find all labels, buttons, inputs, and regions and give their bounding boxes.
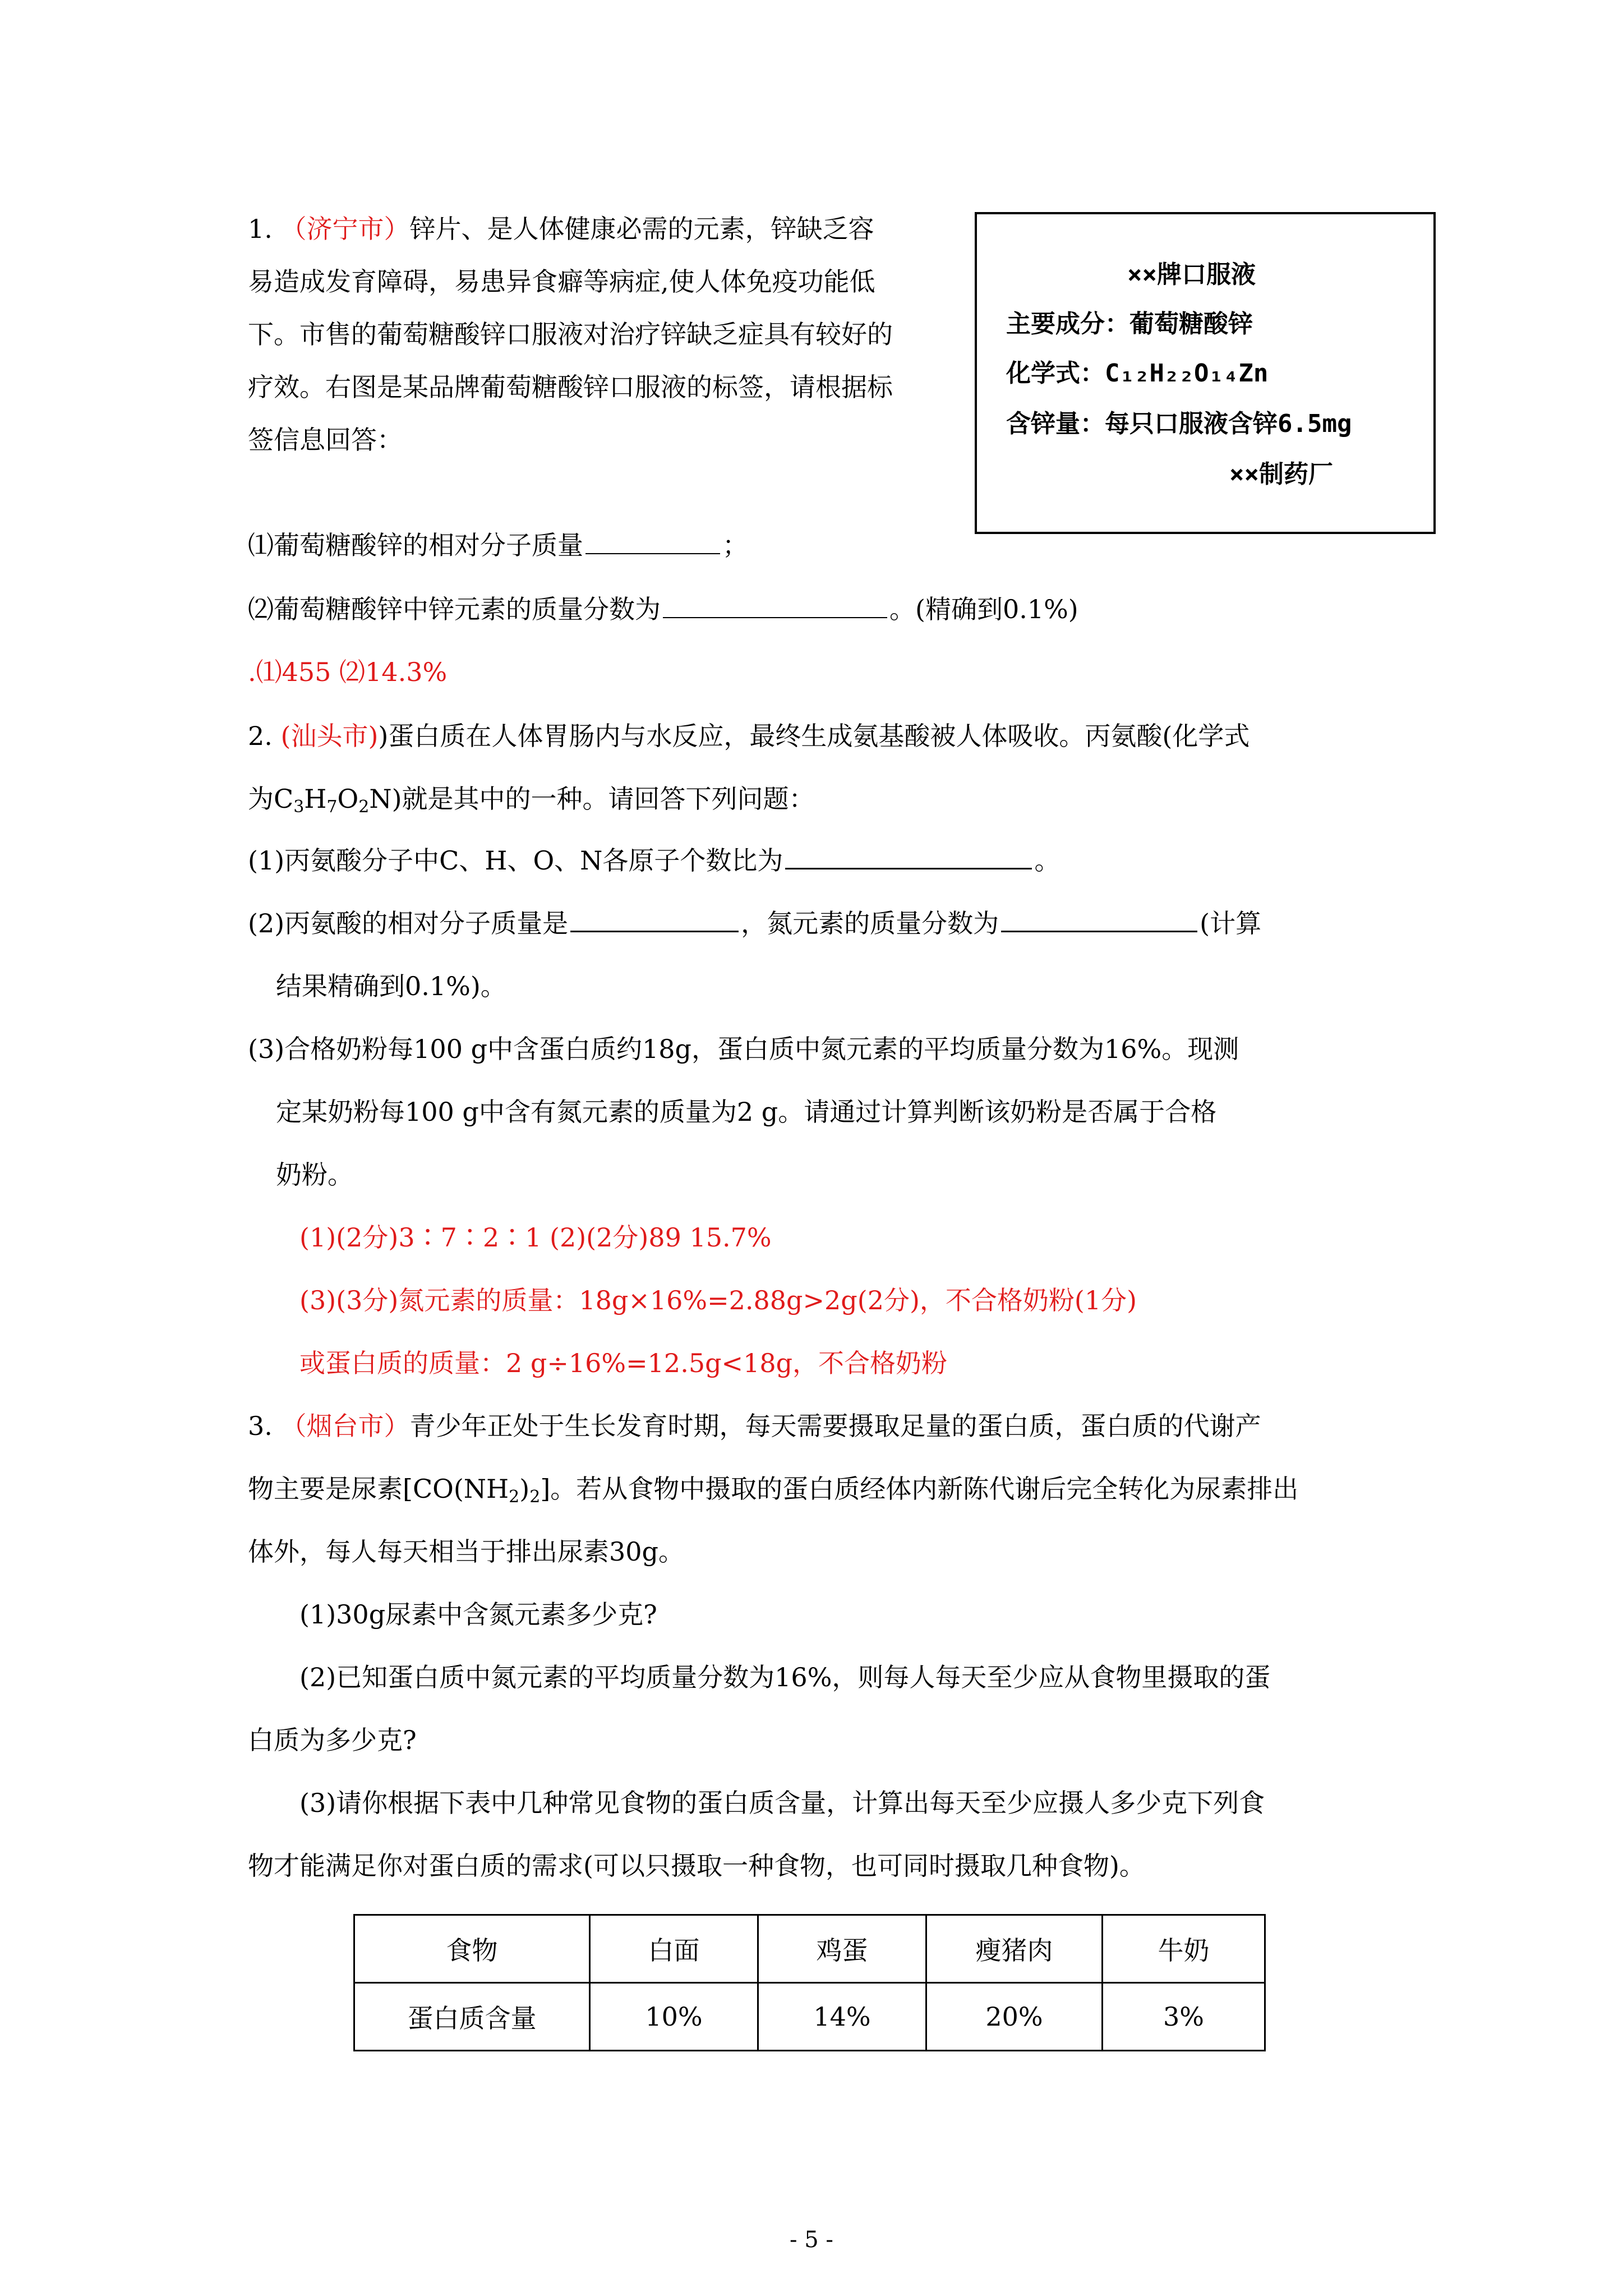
q2-sub-2: 2 <box>358 797 370 817</box>
q1-sub1-blank[interactable] <box>585 530 720 554</box>
q3-line-1 <box>248 1409 1261 1443</box>
table-header-cell: 牛奶 <box>1103 1915 1265 1983</box>
q2-intro-2c: O <box>337 784 359 814</box>
q3-sub1: (1)30g尿素中含氮元素多少克? <box>299 1599 657 1630</box>
q3-sub3-1: (3)请你根据下表中几种常见食物的蛋白质含量，计算出每天至少应摄人多少克下列食 <box>299 1788 1265 1818</box>
q3-line-2 <box>248 1472 1298 1506</box>
q1-number: 1. <box>248 214 273 244</box>
q3-source: （烟台市） <box>280 1411 410 1441</box>
q2-line-1 <box>248 719 1249 753</box>
q2-number: 2. <box>248 721 273 751</box>
q1-sub2-text: ⑵葡萄糖酸锌中锌元素的质量分数为 <box>248 594 661 624</box>
table-cell: 蛋白质含量 <box>354 1983 590 2051</box>
q3-intro-1: 青少年正处于生长发育时期，每天需要摄取足量的蛋白质，蛋白质的代谢产 <box>409 1411 1261 1441</box>
q1-sub2-end: 。(精确到0.1%) <box>889 594 1078 624</box>
q2-sub1-text: (1)丙氨酸分子中C、H、O、N各原子个数比为 <box>248 845 783 876</box>
table-header-cell: 白面 <box>590 1915 758 1983</box>
q2-sub2-end: (计算 <box>1200 908 1262 938</box>
q2-intro-1: )蛋白质在人体胃肠内与水反应，最终生成氨基酸被人体吸收。丙氨酸(化学式 <box>378 721 1250 751</box>
label-title: ××牌口服液 <box>1127 260 1256 289</box>
q2-sub3-3: 奶粉。 <box>276 1159 353 1190</box>
q1-sub1-text: ⑴葡萄糖酸锌的相对分子质量 <box>248 530 583 560</box>
q3-sub2-1: (2)已知蛋白质中氮元素的平均质量分数为16%，则每人每天至少应从食物里摄取的蛋 <box>299 1662 1271 1692</box>
product-label <box>975 212 1436 534</box>
q2-intro-2b: H <box>304 784 327 814</box>
q2-sub-3: 3 <box>293 797 305 817</box>
page-number: - 5 - <box>790 2227 833 2253</box>
q3-line-3: 体外，每人每天相当于排出尿素30g。 <box>248 1536 684 1567</box>
q1-answer: .⑴455 ⑵14.3% <box>248 657 448 687</box>
table-header-cell: 鸡蛋 <box>758 1915 926 1983</box>
q3-sub-b: 2 <box>529 1487 541 1507</box>
table-cell: 10% <box>590 1983 758 2051</box>
q2-intro-2a: 为C <box>248 784 294 814</box>
table-header-cell: 食物 <box>354 1915 590 1983</box>
q2-sub3-1: (3)合格奶粉每100 g中含蛋白质约18g，蛋白质中氮元素的平均质量分数为16%。现测 <box>248 1034 1239 1064</box>
q2-sub2-cont: 结果精确到0.1%)。 <box>276 971 506 1001</box>
q1-line-3: 下。市售的葡萄糖酸锌口服液对治疗锌缺乏症具有较好的 <box>248 319 893 349</box>
q2-sub2-blank-1[interactable] <box>570 907 739 932</box>
q1-line-2: 易造成发育障碍，易患异食癖等病症,使人体免疫功能低 <box>248 266 875 297</box>
table-header-cell: 瘦猪肉 <box>926 1915 1103 1983</box>
q3-sub2-2: 白质为多少克? <box>248 1725 417 1755</box>
q3-intro-2a: 物主要是尿素[CO(NH <box>248 1474 509 1504</box>
q3-sub-a: 2 <box>509 1487 520 1507</box>
q2-sub2-mid: ，氮元素的质量分数为 <box>741 908 999 938</box>
q1-line-5: 签信息回答： <box>248 425 403 455</box>
q2-answer-2: (3)(3分)氮元素的质量：18g×16%=2.88g>2g(2分)，不合格奶粉(1分) <box>299 1285 1137 1315</box>
q2-intro-2d: N)就是其中的一种。请回答下列问题： <box>369 784 815 814</box>
q3-intro-2c: ]。若从食物中摄取的蛋白质经体内新陈代谢后完全转化为尿素排出 <box>540 1474 1299 1504</box>
q1-line-4: 疗效。右图是某品牌葡萄糖酸锌口服液的标签，请根据标 <box>248 372 893 402</box>
label-formula: 化学式：C₁₂H₂₂O₁₄Zn <box>1006 359 1269 388</box>
q1-sub1-end: ； <box>722 530 748 560</box>
q2-source: (汕头市) <box>280 721 379 751</box>
table-cell: 3% <box>1103 1983 1265 2051</box>
label-maker: ××制药厂 <box>1229 460 1333 489</box>
q2-line-2 <box>248 782 815 816</box>
q3-number: 3. <box>248 1411 273 1441</box>
q1-sub2-blank[interactable] <box>663 593 887 618</box>
q1-sub1 <box>248 528 748 562</box>
q2-sub1-blank[interactable] <box>785 844 1032 869</box>
q2-sub-7: 7 <box>326 797 338 817</box>
q2-sub2-text: (2)丙氨酸的相对分子质量是 <box>248 908 569 938</box>
q1-sub2 <box>248 592 1078 626</box>
q2-answer-1: (1)(2分)3∶7∶2∶1 (2)(2分)89 15.7% <box>299 1222 772 1253</box>
label-ingredient: 主要成分：葡萄糖酸锌 <box>1006 310 1253 338</box>
q2-sub1-end: 。 <box>1034 845 1061 876</box>
q2-sub3-2: 定某奶粉每100 g中含有氮元素的质量为2 g。请通过计算判断该奶粉是否属于合格 <box>276 1097 1217 1127</box>
q3-sub3-2: 物才能满足你对蛋白质的需求(可以只摄取一种食物，也可同时摄取几种食物)。 <box>248 1851 1145 1881</box>
q1-line-1 <box>248 212 874 246</box>
q2-sub2-blank-2[interactable] <box>1001 907 1197 932</box>
q1-intro-1: 锌片、是人体健康必需的元素，锌缺乏容 <box>409 214 874 244</box>
protein-content-table <box>353 1914 1266 2051</box>
table-cell: 14% <box>758 1983 926 2051</box>
table-cell: 20% <box>926 1983 1103 2051</box>
q3-intro-2b: ) <box>519 1474 530 1504</box>
q2-sub1 <box>248 844 1060 877</box>
q1-source: （济宁市） <box>280 214 410 244</box>
q2-answer-3: 或蛋白质的质量：2 g÷16%=12.5g<18g，不合格奶粉 <box>299 1348 948 1378</box>
table-row <box>354 1983 1265 2051</box>
table-header-row <box>354 1915 1265 1983</box>
label-zinc: 含锌量：每只口服液含锌6.5mg <box>1006 409 1352 438</box>
q2-sub2 <box>248 907 1261 940</box>
